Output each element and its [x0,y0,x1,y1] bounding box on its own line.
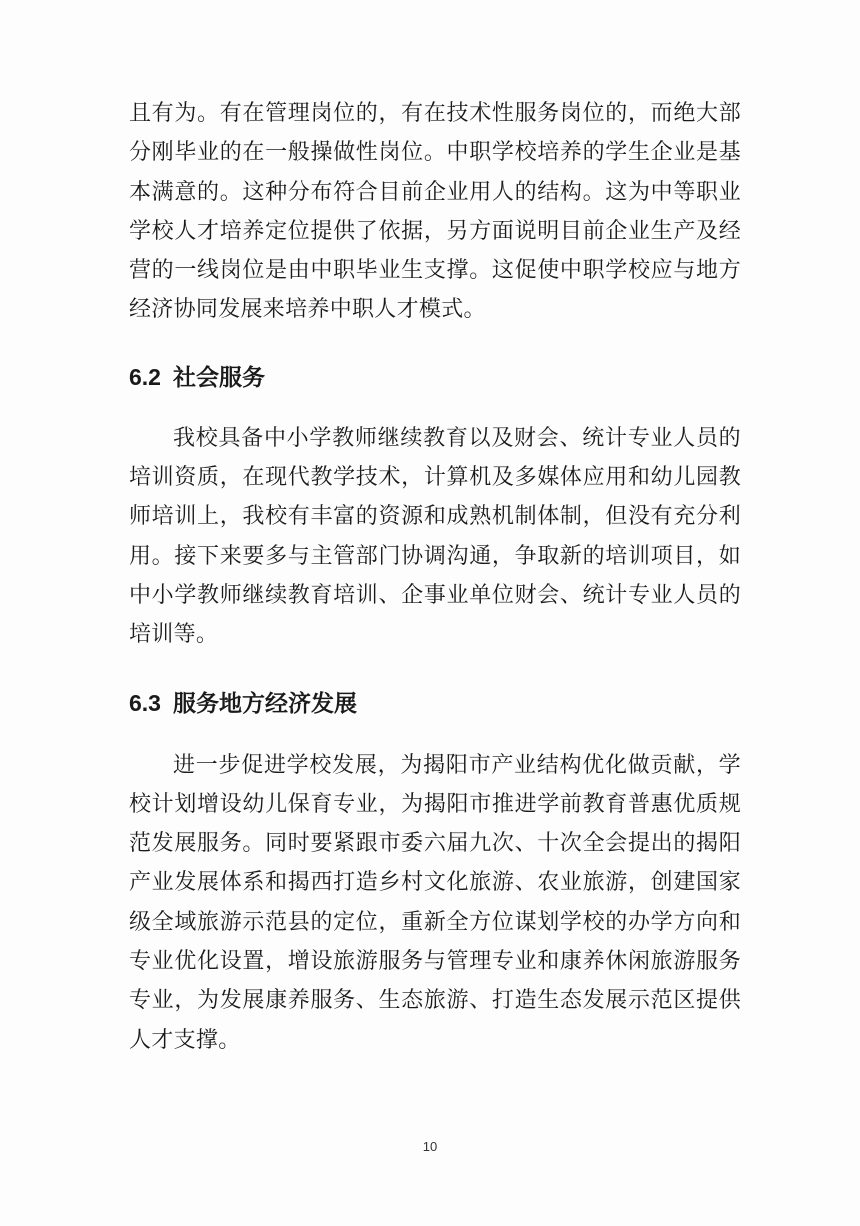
section-title: 社会服务 [173,364,265,391]
page-content [129,94,741,1060]
section-6-3-paragraph: 进一步促进学校发展，为揭阳市产业结构优化做贡献，学校计划增设幼儿保育专业，为揭阳市推进学前教育普惠优质规范发展服务。同时要紧跟市委六届九次、十次全会提出的揭阳产业发展体系和揭西打造乡村文化旅游、农业旅游，创建国家级全域旅游示范县的定位，重新全方位谋划学校的办学方向和专业优化设置，增设旅游服务与管理专业和康养休闲旅游服务专业，为发展康养服务、生态旅游、打造生态发展示范区提供人才支撑。 [129,752,741,1053]
continued-paragraph: 且有为。有在管理岗位的，有在技术性服务岗位的，而绝大部分刚毕业的在一般操做性岗位。中职学校培养的学生企业是基本满意的。这种分布符合目前企业用人的结构。这为中等职业学校人才培养定位提供了依据，另方面说明目前企业生产及经营的一线岗位是由中职毕业生支撑。这促使中职学校应与地方经济协同发展来培养中职人才模式。 [129,101,741,323]
section-number: 6.3 [129,689,161,716]
section-title: 服务地方经济发展 [173,690,357,717]
section-heading-6-2 [129,362,741,393]
section-6-2-paragraph: 我校具备中小学教师继续教育以及财会、统计专业人员的培训资质，在现代教学技术，计算机及多媒体应用和幼儿园教师培训上，我校有丰富的资源和成熟机制体制，但没有充分利用。接下来要多与主管部门协调沟通，争取新的培训项目，如中小学教师继续教育培训、企事业单位财会、统计专业人员的培训等。 [129,425,741,648]
section-number: 6.2 [129,363,161,390]
section-heading-6-3 [129,688,741,719]
page-number: 10 [422,1139,438,1154]
